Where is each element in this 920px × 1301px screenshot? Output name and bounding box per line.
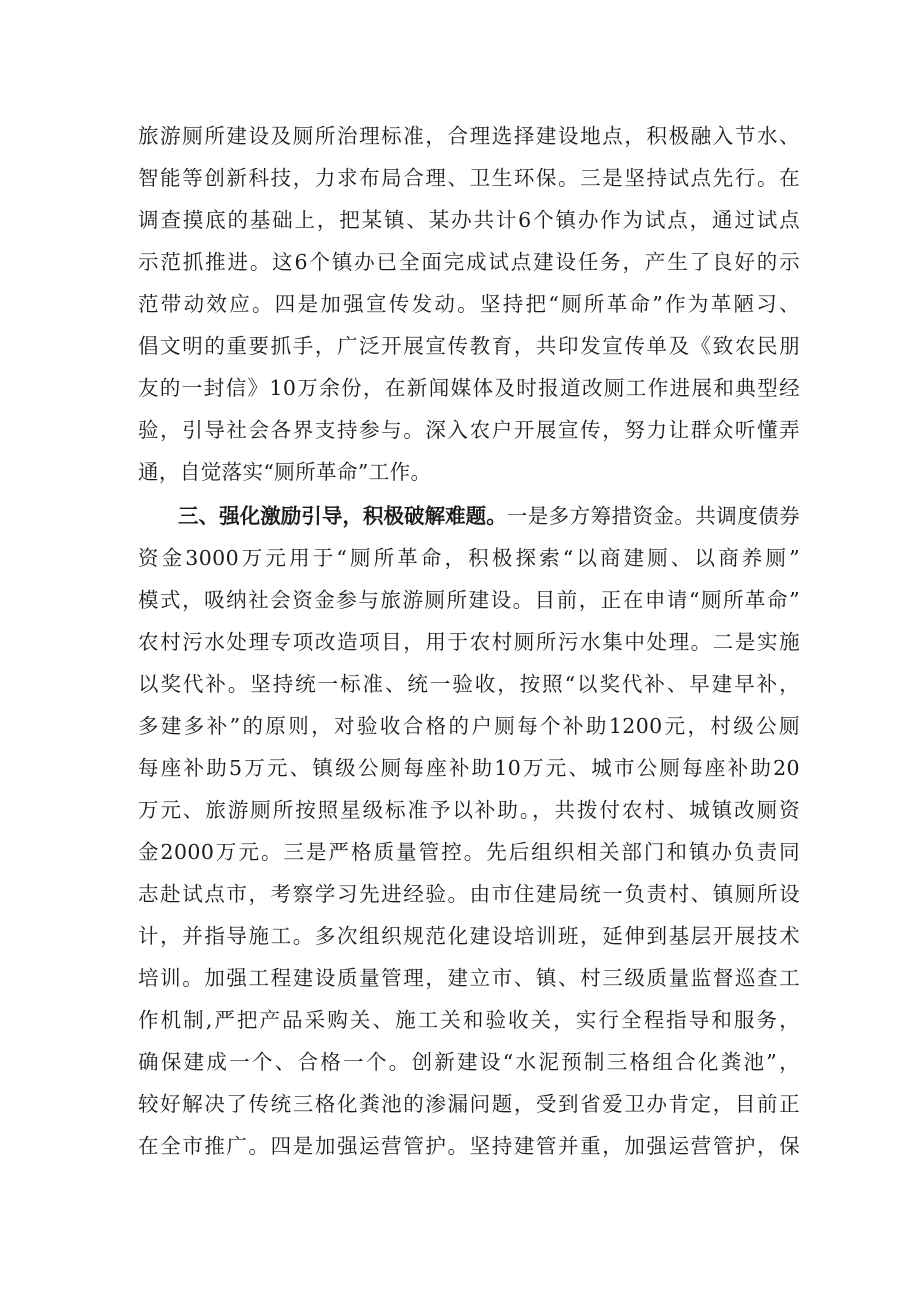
paragraph-line: 计，并指导施工。多次组织规范化建设培训班，延伸到基层开展技术 <box>138 924 800 948</box>
paragraph-line: 调查摸底的基础上，把某镇、某办共计6个镇办作为试点，通过试点 <box>138 208 800 232</box>
paragraph-line: 资金3000万元用于“厕所革命，积极探索“以商建厕、以商养厕” <box>138 546 800 570</box>
paragraph-line: 范带动效应。四是加强宣传发动。坚持把“厕所革命”作为革陋习、 <box>138 292 800 316</box>
section-heading-rest: 一是多方筹措资金。共调度债券 <box>506 504 801 528</box>
paragraph-line: 倡文明的重要抓手，广泛开展宣传教育，共印发宣传单及《致农民朋 <box>138 334 800 358</box>
paragraph-line: 确保建成一个、合格一个。创新建设“水泥预制三格组合化粪池”， <box>138 1050 800 1074</box>
paragraph-line: 旅游厕所建设及厕所治理标准，合理选择建设地点，积极融入节水、 <box>138 124 800 148</box>
paragraph-line: 在全市推广。四是加强运营管护。坚持建管并重，加强运营管护，保 <box>138 1134 800 1158</box>
paragraph-line: 验，引导社会各界支持参与。深入农户开展宣传，努力让群众听懂弄 <box>138 418 800 442</box>
paragraph-line: 模式，吸纳社会资金参与旅游厕所建设。目前，正在申请“厕所革命” <box>138 588 800 612</box>
paragraph-line: 通，自觉落实“厕所革命”工作。 <box>138 460 432 484</box>
paragraph-line: 以奖代补。坚持统一标准、统一验收，按照“以奖代补、早建早补， <box>138 672 800 696</box>
paragraph-line: 农村污水处理专项改造项目，用于农村厕所污水集中处理。二是实施 <box>138 630 800 654</box>
paragraph-line: 每座补助5万元、镇级公厕每座补助10万元、城市公厕每座补助20 <box>138 756 800 780</box>
section-heading-line <box>178 502 800 530</box>
paragraph-line: 示范抓推进。这6个镇办已全面完成试点建设任务，产生了良好的示 <box>138 250 800 274</box>
paragraph-line: 多建多补”的原则，对验收合格的户厕每个补助1200元，村级公厕 <box>138 714 800 738</box>
section-heading: 三、强化激励引导，积极破解难题。 <box>178 504 507 528</box>
paragraph-line: 万元、旅游厕所按照星级标准予以补助。，共拨付农村、城镇改厕资 <box>138 798 800 822</box>
paragraph-line: 志赴试点市，考察学习先进经验。由市住建局统一负责村、镇厕所设 <box>138 882 800 906</box>
paragraph-line: 金2000万元。三是严格质量管控。先后组织相关部门和镇办负责同 <box>138 840 800 864</box>
paragraph-line: 培训。加强工程建设质量管理，建立市、镇、村三级质量监督巡查工 <box>138 966 800 990</box>
paragraph-line: 智能等创新科技，力求布局合理、卫生环保。三是坚持试点先行。在 <box>138 166 800 190</box>
paragraph-line: 友的一封信》10万余份，在新闻媒体及时报道改厕工作进展和典型经 <box>138 376 800 400</box>
paragraph-line: 较好解决了传统三格化粪池的渗漏问题，受到省爱卫办肯定，目前正 <box>138 1092 800 1116</box>
paragraph-line: 作机制,严把产品采购关、施工关和验收关，实行全程指导和服务， <box>138 1008 800 1032</box>
